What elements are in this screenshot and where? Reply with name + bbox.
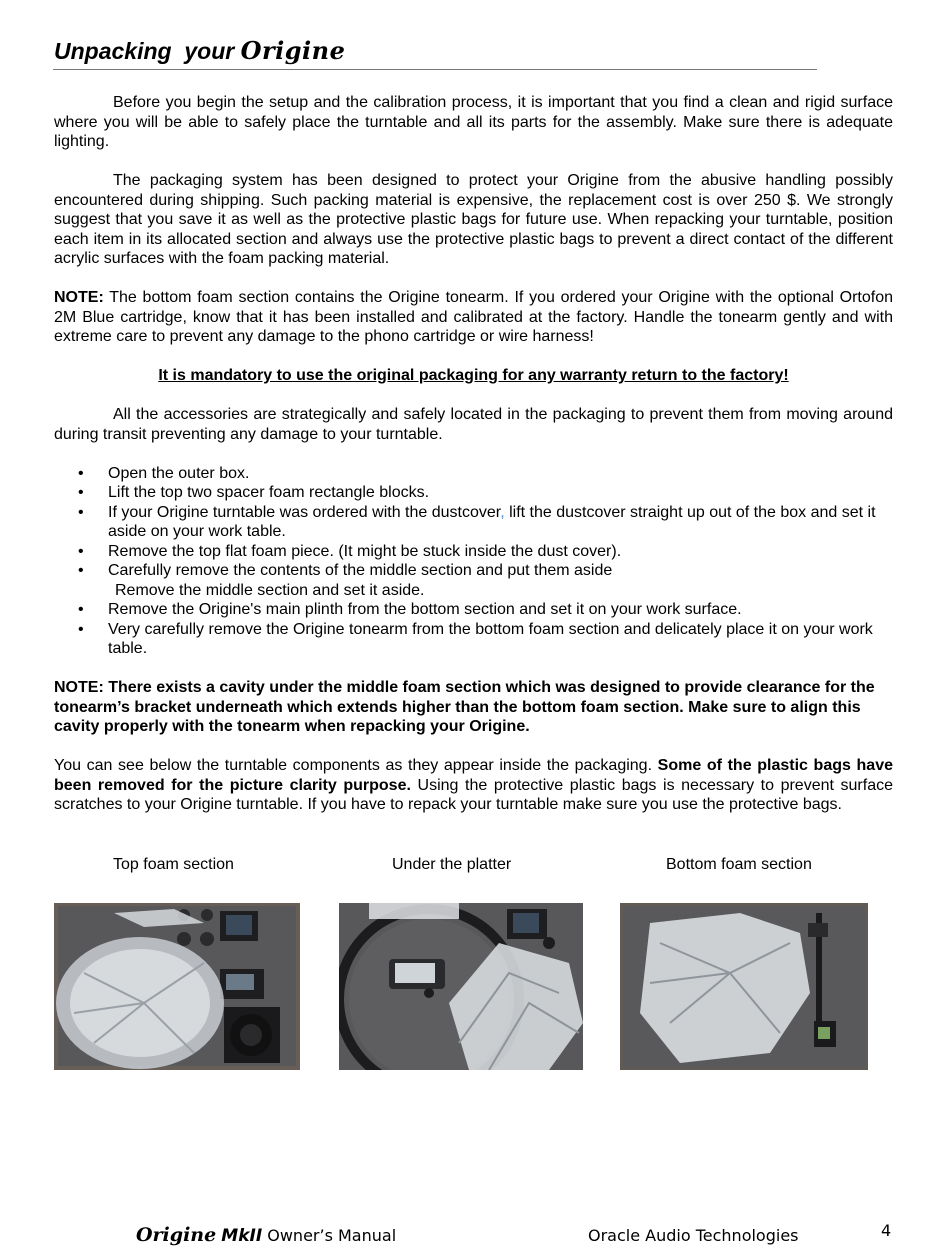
list-item bbox=[108, 561, 893, 600]
footer-brand-logo: Origine bbox=[136, 1224, 217, 1246]
note-label: NOTE: bbox=[54, 289, 104, 306]
footer-model: MkII bbox=[221, 1226, 263, 1246]
intro-paragraph: Before you begin the setup and the calibration process, it is important that you find a clean and rigid surface where you will be able to safely place the turntable and all its parts for the assembly. Make sure there is adequate lighting. bbox=[54, 94, 893, 150]
list-item: • Remove the Origine's main plinth from the bottom section and set it on your work surface. bbox=[108, 600, 893, 620]
list-item: • Lift the top two spacer foam rectangle blocks. bbox=[108, 483, 893, 503]
brand-logo: Origine bbox=[240, 36, 346, 65]
list-item: • Open the outer box. bbox=[108, 464, 893, 484]
paragraph-bold-text: Some of the plastic bags have been removed for the picture clarity purpose. bbox=[54, 757, 893, 794]
list-item-text: lift the dustcover straight up out of the box and set it aside on your work table. bbox=[108, 503, 876, 540]
paragraph-text: You can see below the turntable components as they appear inside the packaging. bbox=[54, 757, 658, 774]
list-item-text: Carefully remove the contents of the middle section and put them aside bbox=[108, 562, 613, 579]
footer-manual-label: Owner’s Manual bbox=[262, 1226, 397, 1245]
footer-manual-title bbox=[136, 1224, 396, 1246]
tonearm-note bbox=[54, 288, 893, 347]
caption-under-platter: Under the platter bbox=[392, 856, 512, 873]
page-number: 4 bbox=[881, 1221, 892, 1240]
document-body bbox=[54, 93, 893, 834]
page-title-prefix: Unpacking your bbox=[54, 38, 235, 64]
photo-bottom-foam-section bbox=[620, 903, 868, 1070]
warranty-warning: It is mandatory to use the original packaging for any warranty return to the factory! bbox=[158, 367, 789, 384]
footer-company: Oracle Audio Technologies bbox=[588, 1226, 799, 1245]
list-item bbox=[108, 503, 893, 542]
unpacking-steps-list bbox=[54, 464, 893, 659]
list-item: • Remove the top flat foam piece. (It might be stuck inside the dust cover). bbox=[108, 542, 893, 562]
photo-under-platter bbox=[339, 903, 583, 1070]
accessories-paragraph: All the accessories are strategically and safely located in the packaging to prevent them from moving around during transit preventing any damage to your turntable. bbox=[54, 406, 893, 443]
list-item-subtext: Remove the middle section and set it aside. bbox=[115, 581, 425, 599]
list-item-comma: , bbox=[500, 503, 505, 521]
packaging-paragraph: The packaging system has been designed to protect your Origine from the abusive handling possibly encountered during shipping. Such packing material is expensive, the replacement cost is over 250 $. We strongly suggest that you save it as well as the protective plastic bags for future use. When repacking your turntable, position each item in its allocated section and always use the protective plastic bags to prevent a direct contact of the different acrylic surfaces with the foam packing material. bbox=[54, 172, 893, 267]
list-item-text: If your Origine turntable was ordered with the dustcover bbox=[108, 503, 501, 521]
caption-bottom-foam: Bottom foam section bbox=[666, 856, 812, 873]
page-title bbox=[54, 36, 345, 65]
photos-intro-paragraph bbox=[54, 756, 893, 815]
cavity-note: NOTE: There exists a cavity under the middle foam section which was designed to provide clearance for the tonearm’s bracket underneath which extends higher than the bottom foam section. Make sure to align this cavity properly with the tonearm when repacking your Origine. bbox=[54, 679, 875, 735]
page-footer bbox=[0, 1221, 950, 1250]
paragraph-text: Using the protective plastic bags is necessary to prevent surface scratches to your Origine turntable. If you have to repack your turntable make sure you use the protective bags. bbox=[54, 776, 894, 813]
list-item: • Very carefully remove the Origine tonearm from the bottom foam section and delicately place it on your work table. bbox=[108, 620, 893, 659]
photo-top-foam-section bbox=[54, 903, 300, 1070]
title-divider bbox=[53, 69, 817, 70]
caption-top-foam: Top foam section bbox=[113, 856, 234, 873]
note-text: The bottom foam section contains the Origine tonearm. If you ordered your Origine with the optional Ortofon 2M Blue cartridge, know that it has been installed and calibrated at the factory. Handle the tonearm gently and with extreme care to prevent any damage to the phono cartridge or wire harness! bbox=[54, 289, 893, 345]
